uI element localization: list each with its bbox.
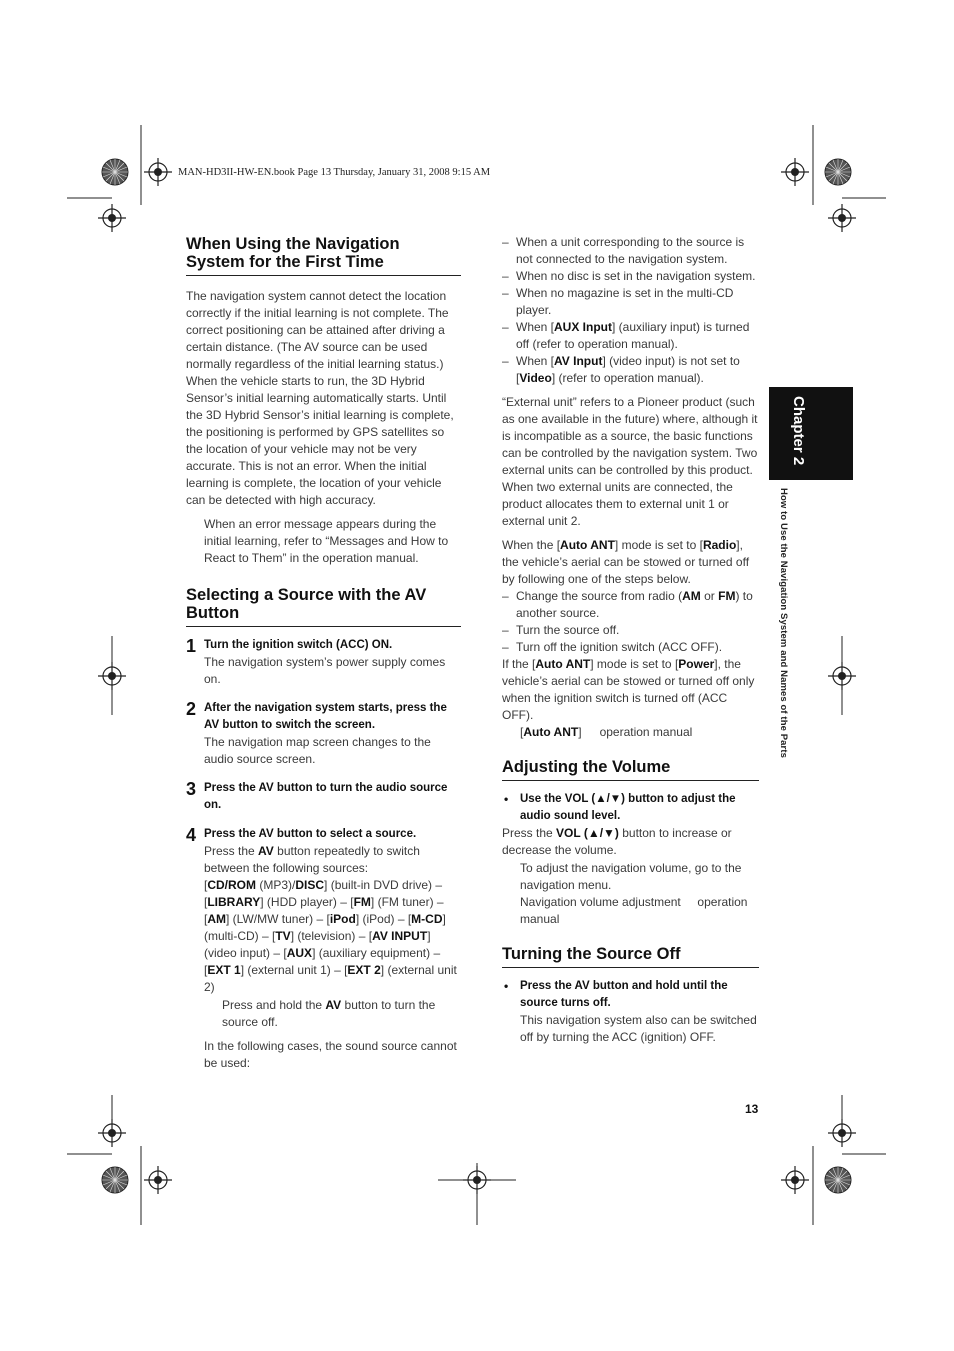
case-item: – When [AUX Input] (auxiliary input) is turned off (refer to operation manual). — [502, 319, 759, 353]
step-title: Press the AV button to select a source. — [204, 828, 417, 840]
step-body: Press the AV button repeatedly to switch between the following sources: — [204, 844, 420, 875]
page-number: 13 — [745, 1102, 759, 1116]
step-number: 2 — [186, 699, 197, 719]
step-number: 1 — [186, 636, 197, 656]
step-3 — [186, 780, 461, 814]
step-1 — [186, 637, 461, 688]
first-time-note: When an error message appears during the initial learning, refer to “Messages and How to React to Them” in the operation manual. — [204, 517, 449, 565]
chapter-section-title: How to Use the Navigation System and Names of the Parts — [778, 488, 789, 758]
step-title: Turn the ignition switch (ACC) ON. — [204, 639, 393, 651]
source-off-note: This navigation system also can be switched off by turning the ACC (ignition) OFF. — [520, 1013, 757, 1044]
case-item: – When no magazine is set in the multi-CD player. — [502, 285, 759, 319]
step-title: After the navigation system starts, press the AV button to switch the screen. — [204, 702, 447, 731]
auto-ant-reference: [Auto ANT] operation manual — [520, 725, 693, 739]
source-off-bullet: • Press the AV button and hold until the source turns off. — [502, 978, 759, 1012]
section-title-volume: Adjusting the Volume — [502, 758, 759, 781]
volume-body: Press the VOL (▲/▼) button to increase or decrease the volume. — [502, 826, 732, 857]
case-item: – When a unit corresponding to the source is not connected to the navigation system. — [502, 234, 759, 268]
chapter-label: Chapter 2 — [790, 396, 807, 466]
step-4 — [186, 826, 461, 1072]
case-item: – When [AV Input] (video input) is not set to [Video] (refer to operation manual). — [502, 353, 759, 387]
step-body: The navigation system’s power supply comes on. — [204, 655, 446, 686]
auto-ant-power: If the [Auto ANT] mode is set to [Power], the vehicle’s aerial can be stowed or turned off only when the ignition switch is turned off (ACC OFF). — [502, 657, 755, 722]
section-title-source-off: Turning the Source Off — [502, 945, 759, 968]
source-list: [CD/ROM (MP3)/DISC] (built-in DVD drive) – [LIBRARY] (HDD player) – [FM] (FM tuner) – [AM] (LW/MW tuner) – [iPod] (iPod) – [M-CD] (multi-CD) – [TV] (television) – [AV INPUT] (video input) – [AUX] (auxiliary equipment) – [EXT 1] (external unit 1) – [EXT 2] (external unit 2) — [204, 878, 457, 994]
step-title: Press the AV button to turn the audio source on. — [204, 782, 448, 811]
left-column — [186, 235, 461, 1072]
right-column — [502, 234, 759, 1046]
hold-note: Press and hold the AV button to turn the source off. — [222, 998, 436, 1029]
step-number: 4 — [186, 825, 197, 845]
step-body: The navigation map screen changes to the audio source screen. — [204, 735, 431, 766]
first-time-paragraph-2: When the vehicle starts to run, the 3D Hybrid Sensor’s initial learning automatically starts. Until the 3D Hybrid Sensor’s initial learning is complete, the positioning is performed by GPS satellites so the location of your vehicle may not be very accurate. This is not an error. When the initial learning is complete, the location of your vehicle can be detected with high accuracy. — [186, 374, 454, 507]
first-time-paragraph-1: The navigation system cannot detect the location correctly if the initial learning is not complete. The correct positioning can be attained after driving a certain distance. (The AV source can be used normally regardless of the initial learning status.) — [186, 289, 449, 371]
volume-bullet: • Use the VOL (▲/▼) button to adjust the audio sound level. — [502, 791, 759, 825]
cases-intro: In the following cases, the sound source cannot be used: — [204, 1039, 457, 1070]
step-number: 3 — [186, 779, 197, 799]
auto-ant-step: – Turn the source off. — [502, 622, 759, 639]
section-title-first-time: When Using the Navigation System for the First Time — [186, 235, 461, 276]
chapter-tab — [769, 387, 853, 480]
auto-ant-radio: When the [Auto ANT] mode is set to [Radio], the vehicle’s aerial can be stowed or turned off by following one of the steps below. — [502, 538, 750, 586]
auto-ant-step: – Change the source from radio (AM or FM) to another source. — [502, 588, 759, 622]
book-file-info: MAN-HD3II-HW-EN.book Page 13 Thursday, January 31, 2008 9:15 AM — [178, 167, 491, 178]
auto-ant-step: – Turn off the ignition switch (ACC OFF). — [502, 639, 759, 656]
case-item: – When no disc is set in the navigation system. — [502, 268, 759, 285]
step-2 — [186, 700, 461, 768]
section-title-select-source: Selecting a Source with the AV Button — [186, 586, 461, 627]
volume-note-1: To adjust the navigation volume, go to the navigation menu. — [520, 861, 742, 892]
volume-note-2: Navigation volume adjustment operation manual — [520, 895, 751, 926]
external-unit-note: “External unit” refers to a Pioneer product (such as one available in the future) where, although it is incompatible as a source, the basic functions can be controlled by the navigation system. Two external units can be controlled by this product. When two external units are connected, the product allocates them to external unit 1 or external unit 2. — [502, 395, 758, 528]
